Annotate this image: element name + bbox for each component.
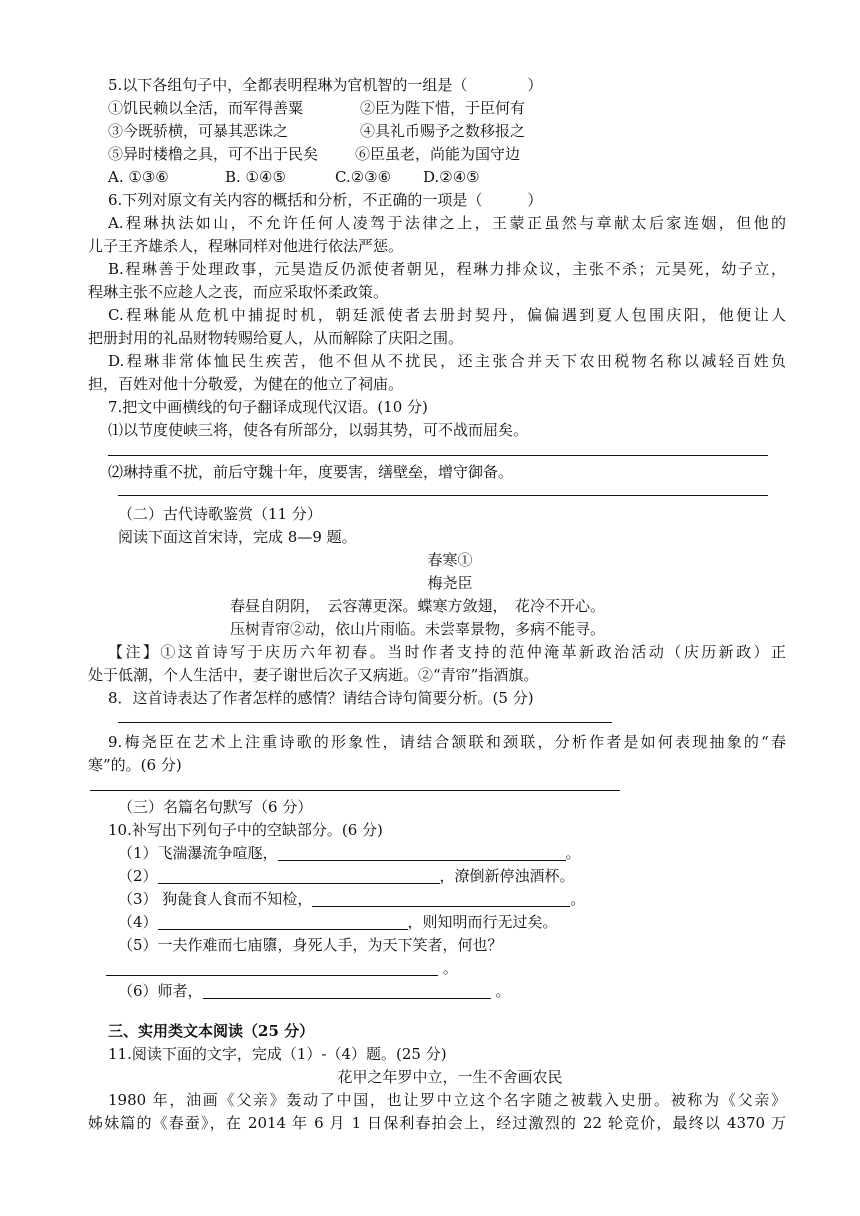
q6-option-a-line2: 儿子王齐雄杀人，程琳同样对他进行依法严惩。	[88, 237, 404, 255]
q8-stem: 8．这首诗表达了作者怎样的感情？请结合诗句简要分析。(5 分)	[108, 689, 534, 707]
q5-stem: 5.以下各组句子中，全都表明程琳为官机智的一组是（ ）	[108, 76, 543, 94]
q11-stem: 11.阅读下面的文字，完成（1）-（4）题。(25 分)	[108, 1045, 447, 1063]
article-title: 花甲之年罗中立，一生不舍画农民	[337, 1068, 563, 1086]
q9-stem-line1: 9.梅尧臣在艺术上注重诗歌的形象性，请结合颔联和颈联，分析作者是如何表现抽象的“春	[108, 733, 786, 751]
q5-option-6: ⑥臣虽老，尚能为国守边	[355, 145, 521, 163]
q6-option-d-line1: D.程琳非常体恤民生疾苦，他不但从不扰民，还主张合并天下农田税物名称以减轻百姓负	[108, 352, 786, 370]
poem-author: 梅尧臣	[427, 574, 473, 592]
poem-line: 春昼自阴阴， 云容薄更深。蝶寒方敛翅， 花冷不开心。	[230, 597, 606, 615]
q5-choice-a: A. ①③⑥	[108, 168, 169, 186]
q10-stem: 10.补写出下列句子中的空缺部分。(6 分)	[108, 821, 383, 839]
fill-item-4: （4） ，则知明而行无过矣。	[118, 913, 558, 931]
fill-blank[interactable]	[158, 913, 408, 930]
q7-sentence-2: ⑵琳持重不扰，前后守魏十年，度要害，缮壁垒，增守御备。	[108, 463, 514, 481]
part-heading: 三、实用类文本阅读（25 分）	[108, 1022, 315, 1040]
q5-option-1: ①饥民赖以全活，而军得善粟	[108, 99, 304, 117]
answer-line[interactable]	[108, 455, 768, 456]
q6-option-b-line1: B.程琳善于处理政事，元昊造反仍派使者朝见，程琳力排众议，主张不杀；元昊死，幼子立，	[108, 260, 786, 278]
section-heading: （二）古代诗歌鉴赏（11 分）	[118, 505, 322, 523]
q6-option-a-line1: A.程琳执法如山，不允许任何人凌驾于法律之上，王蒙正虽然与章献太后家连姻，但他的	[108, 214, 786, 232]
q7-stem: 7.把文中画横线的句子翻译成现代汉语。(10 分)	[108, 398, 428, 416]
q5-option-5: ⑤异时楼橹之具，可不出于民矣	[108, 145, 319, 163]
q9-stem-line2: 寒”的。(6 分)	[88, 756, 182, 774]
q6-option-c-line2: 把册封用的礼品财物转赐给夏人，从而解除了庆阳之围。	[88, 329, 464, 347]
poem-note-line1: 【注】①这首诗写于庆历六年初春。当时作者支持的范仲淹革新政治活动（庆历新政）正	[108, 643, 786, 661]
fill-item-1: （1）飞湍瀑流争喧豗， 。	[118, 844, 581, 862]
q5-option-3: ③今既骄横，可暴其恶诛之	[108, 122, 289, 140]
section-intro: 阅读下面这首宋诗，完成 8—9 题。	[118, 528, 357, 546]
answer-line[interactable]	[118, 495, 768, 496]
q6-option-d-line2: 担，百姓对他十分敬爱，为健在的他立了祠庙。	[88, 375, 404, 393]
poem-line: 压树青帘②动，依山片雨临。未尝辜景物，多病不能寻。	[230, 620, 606, 638]
section-heading: （三）名篇名句默写（6 分）	[118, 798, 313, 816]
q6-option-c-line1: C.程琳能从危机中捕捉时机，朝廷派使者去册封契丹，偏偏遇到夏人包围庆阳，他便让人	[108, 306, 786, 324]
q7-sentence-1: ⑴以节度使峡三将，使各有所部分，以弱其势，可不战而屈矣。	[108, 421, 529, 439]
fill-blank[interactable]	[106, 959, 438, 976]
answer-line[interactable]	[118, 722, 612, 723]
q5-option-4: ④具礼币赐予之数移报之	[360, 122, 526, 140]
fill-blank[interactable]	[203, 982, 491, 999]
q5-choice-b: B. ①④⑤	[225, 168, 286, 186]
fill-blank[interactable]	[312, 890, 570, 907]
fill-item-5: （5）一夫作难而七庙隳，身死人手，为天下笑者，何也？	[118, 936, 503, 954]
q6-option-b-line2: 程琳主张不应趁人之丧，而应采取怀柔政策。	[88, 283, 389, 301]
fill-item-2: （2） ，潦倒新停浊酒杯。	[118, 867, 575, 885]
answer-line[interactable]	[90, 790, 620, 791]
fill-item-5-answer: 。	[106, 957, 458, 979]
fill-item-3: （3） 狗彘食人食而不知检， 。	[118, 890, 586, 908]
q5-option-2: ②臣为陛下惜，于臣何有	[360, 99, 526, 117]
article-paragraph-line1: 1980 年，油画《父亲》轰动了中国，也让罗中立这个名字随之被载入史册。被称为《父亲》	[108, 1091, 786, 1109]
fill-blank[interactable]	[278, 844, 566, 861]
article-paragraph-line2: 姊妹篇的《春蚕》，在 2014 年 6 月 1 日保利春拍会上，经过激烈的 22 轮竞价，最终以 4370 万	[88, 1114, 786, 1132]
fill-item-6: （6）师者， 。	[118, 982, 511, 1000]
poem-note-line2: 处于低潮，个人生活中，妻子谢世后次子又病逝。②“青帘”指酒旗。	[88, 666, 539, 684]
poem-title: 春寒①	[427, 551, 473, 569]
q6-stem: 6.下列对原文有关内容的概括和分析，不正确的一项是（ ）	[108, 191, 543, 209]
q5-choice-d: D.②④⑤	[423, 168, 480, 186]
q5-choice-c: C.②③⑥	[335, 168, 392, 186]
fill-blank[interactable]	[158, 867, 440, 884]
